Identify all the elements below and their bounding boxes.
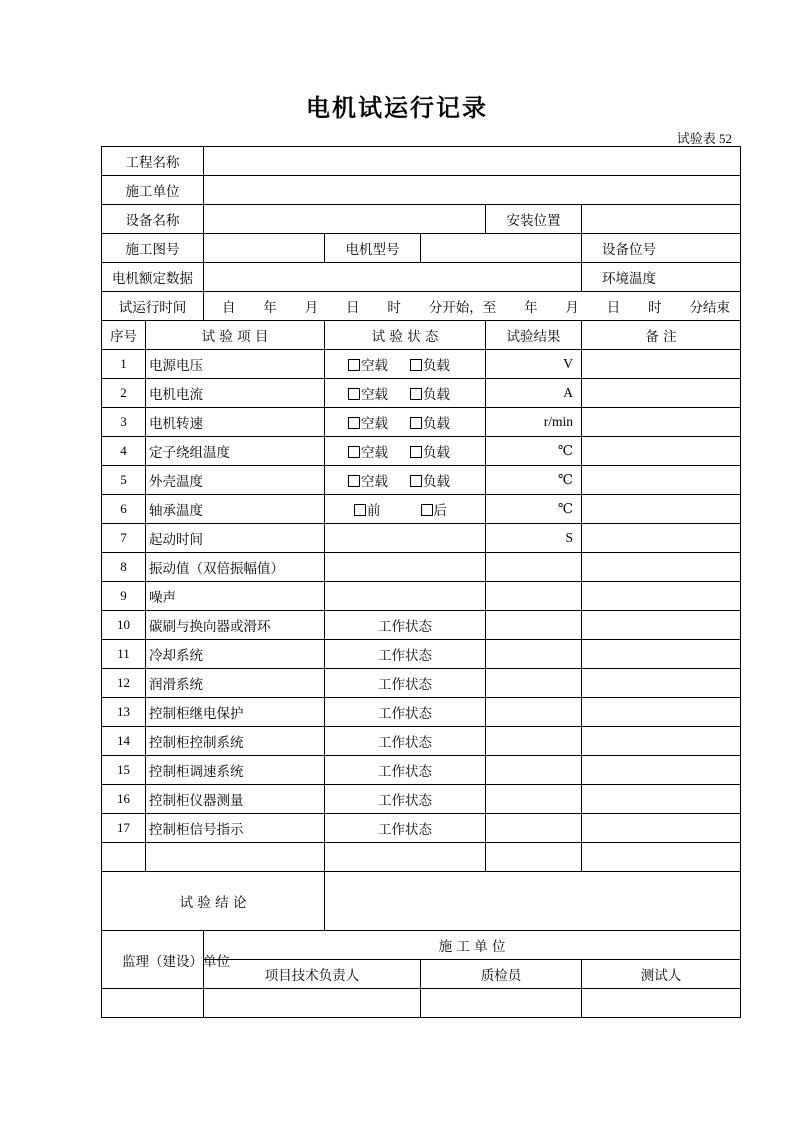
col-item-header: 试 验 项 目 bbox=[146, 321, 325, 350]
construction-unit-label: 施工单位 bbox=[102, 176, 204, 205]
row-state-cell[interactable] bbox=[325, 379, 486, 408]
equipment-name-field[interactable] bbox=[204, 205, 486, 234]
rated-data-field[interactable] bbox=[204, 263, 582, 292]
work-state-label: 工作状态 bbox=[378, 735, 432, 751]
table-row bbox=[102, 437, 741, 466]
trial-time-part: 日 bbox=[346, 300, 360, 316]
col-seq-header: 序号 bbox=[102, 321, 146, 350]
row-remark-cell[interactable] bbox=[582, 379, 741, 408]
no-load-checkbox[interactable]: 空载 bbox=[348, 383, 388, 403]
trial-time-part: 分结束 bbox=[689, 300, 730, 316]
checkbox-icon bbox=[410, 417, 422, 429]
table-row bbox=[102, 495, 741, 524]
row-number: 8 bbox=[102, 553, 146, 582]
trial-time-part: 时 bbox=[648, 300, 662, 316]
row-item-label: 控制柜控制系统 bbox=[146, 727, 325, 756]
row-item-label: 控制柜信号指示 bbox=[146, 814, 325, 843]
table-row bbox=[102, 553, 741, 582]
work-state-label: 工作状态 bbox=[378, 706, 432, 722]
row-number: 17 bbox=[102, 814, 146, 843]
row-number: 7 bbox=[102, 524, 146, 553]
trial-time-part: 月 bbox=[565, 300, 579, 316]
equipment-name-label: 设备名称 bbox=[102, 205, 204, 234]
row-remark-cell[interactable] bbox=[582, 669, 741, 698]
row-state-cell[interactable] bbox=[325, 640, 486, 669]
back-checkbox[interactable]: 后 bbox=[421, 499, 448, 519]
record-table bbox=[101, 146, 741, 1018]
row-item-label: 振动值（双倍振幅值） bbox=[146, 553, 325, 582]
construction-unit-field[interactable] bbox=[204, 176, 741, 205]
load-checkbox[interactable]: 负载 bbox=[410, 383, 450, 403]
row-item-label: 润滑系统 bbox=[146, 669, 325, 698]
row-remark-cell[interactable] bbox=[582, 582, 741, 611]
row-result-cell[interactable] bbox=[486, 669, 582, 698]
tester-sign-field[interactable] bbox=[582, 989, 741, 1018]
table-row bbox=[102, 379, 741, 408]
row-remark-cell[interactable] bbox=[582, 727, 741, 756]
table-row bbox=[102, 466, 741, 495]
row-item-label: 冷却系统 bbox=[146, 640, 325, 669]
checkbox-icon bbox=[348, 475, 360, 487]
checkbox-icon bbox=[410, 475, 422, 487]
ambient-temp-label: 环境温度 bbox=[582, 263, 741, 292]
row-result-cell[interactable] bbox=[486, 785, 582, 814]
row-number: 14 bbox=[102, 727, 146, 756]
no-load-checkbox[interactable]: 空载 bbox=[348, 354, 388, 374]
row-item-label: 定子绕组温度 bbox=[146, 437, 325, 466]
table-row bbox=[102, 408, 741, 437]
load-checkbox[interactable]: 负载 bbox=[410, 354, 450, 374]
blank-item[interactable] bbox=[146, 843, 325, 872]
row-remark-cell[interactable] bbox=[582, 437, 741, 466]
motor-model-label: 电机型号 bbox=[325, 234, 421, 263]
col-remark-header: 备 注 bbox=[582, 321, 741, 350]
row-state-cell[interactable] bbox=[325, 495, 486, 524]
row-state-cell[interactable] bbox=[325, 611, 486, 640]
blank-remark[interactable] bbox=[582, 843, 741, 872]
inspector-label: 质检员 bbox=[421, 960, 582, 989]
document-title: 电机试运行记录 bbox=[306, 93, 488, 122]
row-remark-cell[interactable] bbox=[582, 785, 741, 814]
row-remark-cell[interactable] bbox=[582, 814, 741, 843]
row-number: 1 bbox=[102, 350, 146, 379]
conclusion-label: 试 验 结 论 bbox=[102, 872, 325, 931]
trial-time-parts bbox=[204, 296, 740, 316]
table-row bbox=[102, 524, 741, 553]
work-state-label: 工作状态 bbox=[378, 648, 432, 664]
row-state-cell[interactable] bbox=[325, 350, 486, 379]
trial-time-part: 年 bbox=[263, 300, 277, 316]
conclusion-field[interactable] bbox=[325, 872, 741, 931]
tester-label: 测试人 bbox=[582, 960, 741, 989]
row-number: 9 bbox=[102, 582, 146, 611]
checkbox-icon bbox=[410, 388, 422, 400]
col-state-header: 试 验 状 态 bbox=[325, 321, 486, 350]
load-checkbox[interactable]: 负载 bbox=[410, 441, 450, 461]
row-result-cell[interactable] bbox=[486, 553, 582, 582]
row-number: 5 bbox=[102, 466, 146, 495]
project-name-label: 工程名称 bbox=[102, 147, 204, 176]
row-number: 6 bbox=[102, 495, 146, 524]
checkbox-icon bbox=[410, 359, 422, 371]
trial-time-part: 自 bbox=[222, 300, 236, 316]
row-remark-cell[interactable] bbox=[582, 553, 741, 582]
checkbox-icon bbox=[348, 388, 360, 400]
row-number: 16 bbox=[102, 785, 146, 814]
blank-seq[interactable] bbox=[102, 843, 146, 872]
trial-time-part: 年 bbox=[524, 300, 538, 316]
row-number: 15 bbox=[102, 756, 146, 785]
checkbox-icon bbox=[348, 446, 360, 458]
row-remark-cell[interactable] bbox=[582, 611, 741, 640]
inspector-sign-field[interactable] bbox=[421, 989, 582, 1018]
row-result-cell[interactable] bbox=[486, 582, 582, 611]
row-state-cell[interactable] bbox=[325, 814, 486, 843]
row-result-cell[interactable]: S bbox=[486, 524, 582, 553]
table-row bbox=[102, 640, 741, 669]
row-state-cell[interactable] bbox=[325, 437, 486, 466]
row-item-label: 外壳温度 bbox=[146, 466, 325, 495]
work-state-label: 工作状态 bbox=[378, 619, 432, 635]
construction-unit-sign-header: 施 工 单 位 bbox=[204, 931, 741, 960]
col-result-header: 试验结果 bbox=[486, 321, 582, 350]
no-load-checkbox[interactable]: 空载 bbox=[348, 412, 388, 432]
row-number: 13 bbox=[102, 698, 146, 727]
row-item-label: 电机电流 bbox=[146, 379, 325, 408]
supervisor-sign-field[interactable] bbox=[102, 989, 204, 1018]
row-item-label: 碳刷与换向器或滑环 bbox=[146, 611, 325, 640]
trial-time-field[interactable] bbox=[204, 292, 741, 321]
motor-model-field[interactable] bbox=[421, 234, 582, 263]
tech-lead-label: 项目技术负责人 bbox=[204, 960, 421, 989]
trial-time-part: 日 bbox=[606, 300, 621, 316]
table-row bbox=[102, 350, 741, 379]
row-result-cell[interactable]: r/min bbox=[486, 408, 582, 437]
blank-state[interactable] bbox=[325, 843, 486, 872]
row-result-cell[interactable] bbox=[486, 756, 582, 785]
tech-lead-sign-field[interactable] bbox=[204, 989, 421, 1018]
row-result-cell[interactable] bbox=[486, 727, 582, 756]
checkbox-icon bbox=[348, 359, 360, 371]
install-location-label: 安装位置 bbox=[486, 205, 582, 234]
work-state-label: 工作状态 bbox=[378, 677, 432, 693]
row-result-cell[interactable]: ℃ bbox=[486, 437, 582, 466]
row-number: 3 bbox=[102, 408, 146, 437]
table-row bbox=[102, 669, 741, 698]
table-row bbox=[102, 727, 741, 756]
table-row bbox=[102, 611, 741, 640]
row-result-cell[interactable] bbox=[486, 698, 582, 727]
row-item-label: 控制柜调速系统 bbox=[146, 756, 325, 785]
blank-result[interactable] bbox=[486, 843, 582, 872]
row-result-cell[interactable]: ℃ bbox=[486, 466, 582, 495]
row-item-label: 起动时间 bbox=[146, 524, 325, 553]
row-result-cell[interactable]: V bbox=[486, 350, 582, 379]
row-state-cell[interactable] bbox=[325, 408, 486, 437]
table-row bbox=[102, 582, 741, 611]
equipment-position-label: 设备位号 bbox=[582, 234, 741, 263]
checkbox-icon bbox=[354, 504, 366, 516]
work-state-label: 工作状态 bbox=[378, 793, 432, 809]
no-load-checkbox[interactable]: 空载 bbox=[348, 470, 388, 490]
row-item-label: 控制柜仪器测量 bbox=[146, 785, 325, 814]
row-number: 11 bbox=[102, 640, 146, 669]
row-result-cell[interactable] bbox=[486, 611, 582, 640]
checkbox-icon bbox=[421, 504, 433, 516]
row-result-cell[interactable] bbox=[486, 640, 582, 669]
no-load-checkbox[interactable]: 空载 bbox=[348, 441, 388, 461]
row-remark-cell[interactable] bbox=[582, 756, 741, 785]
table-row bbox=[102, 814, 741, 843]
trial-time-part: 月 bbox=[304, 300, 319, 316]
row-item-label: 控制柜继电保护 bbox=[146, 698, 325, 727]
load-checkbox[interactable]: 负载 bbox=[410, 470, 450, 490]
front-checkbox[interactable]: 前 bbox=[354, 499, 381, 519]
row-state-cell[interactable] bbox=[325, 582, 486, 611]
drawing-no-label: 施工图号 bbox=[102, 234, 204, 263]
row-state-cell[interactable] bbox=[325, 466, 486, 495]
row-remark-cell[interactable] bbox=[582, 408, 741, 437]
checkbox-icon bbox=[410, 446, 422, 458]
supervisor-label: 监理（建设）单位 bbox=[102, 931, 204, 989]
form-number: 试验表 52 bbox=[676, 131, 732, 146]
row-state-cell[interactable] bbox=[325, 524, 486, 553]
row-remark-cell[interactable] bbox=[582, 350, 741, 379]
row-state-cell[interactable] bbox=[325, 785, 486, 814]
row-state-cell[interactable] bbox=[325, 669, 486, 698]
load-checkbox[interactable]: 负载 bbox=[410, 412, 450, 432]
row-state-cell[interactable] bbox=[325, 756, 486, 785]
row-item-label: 轴承温度 bbox=[146, 495, 325, 524]
row-state-cell[interactable] bbox=[325, 727, 486, 756]
row-remark-cell[interactable] bbox=[582, 698, 741, 727]
row-remark-cell[interactable] bbox=[582, 495, 741, 524]
table-row bbox=[102, 785, 741, 814]
row-number: 2 bbox=[102, 379, 146, 408]
row-result-cell[interactable] bbox=[486, 814, 582, 843]
row-number: 12 bbox=[102, 669, 146, 698]
checkbox-icon bbox=[348, 417, 360, 429]
row-item-label: 噪声 bbox=[146, 582, 325, 611]
row-remark-cell[interactable] bbox=[582, 466, 741, 495]
row-number: 10 bbox=[102, 611, 146, 640]
row-state-cell[interactable] bbox=[325, 553, 486, 582]
work-state-label: 工作状态 bbox=[378, 764, 432, 780]
row-state-cell[interactable] bbox=[325, 698, 486, 727]
install-location-field[interactable] bbox=[582, 205, 741, 234]
table-row bbox=[102, 698, 741, 727]
trial-time-part: 时 bbox=[387, 300, 401, 316]
row-item-label: 电源电压 bbox=[146, 350, 325, 379]
row-item-label: 电机转速 bbox=[146, 408, 325, 437]
trial-time-part: 分开始，至 bbox=[428, 300, 497, 316]
row-remark-cell[interactable] bbox=[582, 524, 741, 553]
work-state-label: 工作状态 bbox=[378, 822, 432, 838]
project-name-field[interactable] bbox=[204, 147, 741, 176]
row-number: 4 bbox=[102, 437, 146, 466]
drawing-no-field[interactable] bbox=[204, 234, 325, 263]
row-result-cell[interactable]: A bbox=[486, 379, 582, 408]
trial-time-label: 试运行时间 bbox=[102, 292, 204, 321]
rated-data-label: 电机额定数据 bbox=[102, 263, 204, 292]
table-row bbox=[102, 756, 741, 785]
row-result-cell[interactable]: ℃ bbox=[486, 495, 582, 524]
row-remark-cell[interactable] bbox=[582, 640, 741, 669]
